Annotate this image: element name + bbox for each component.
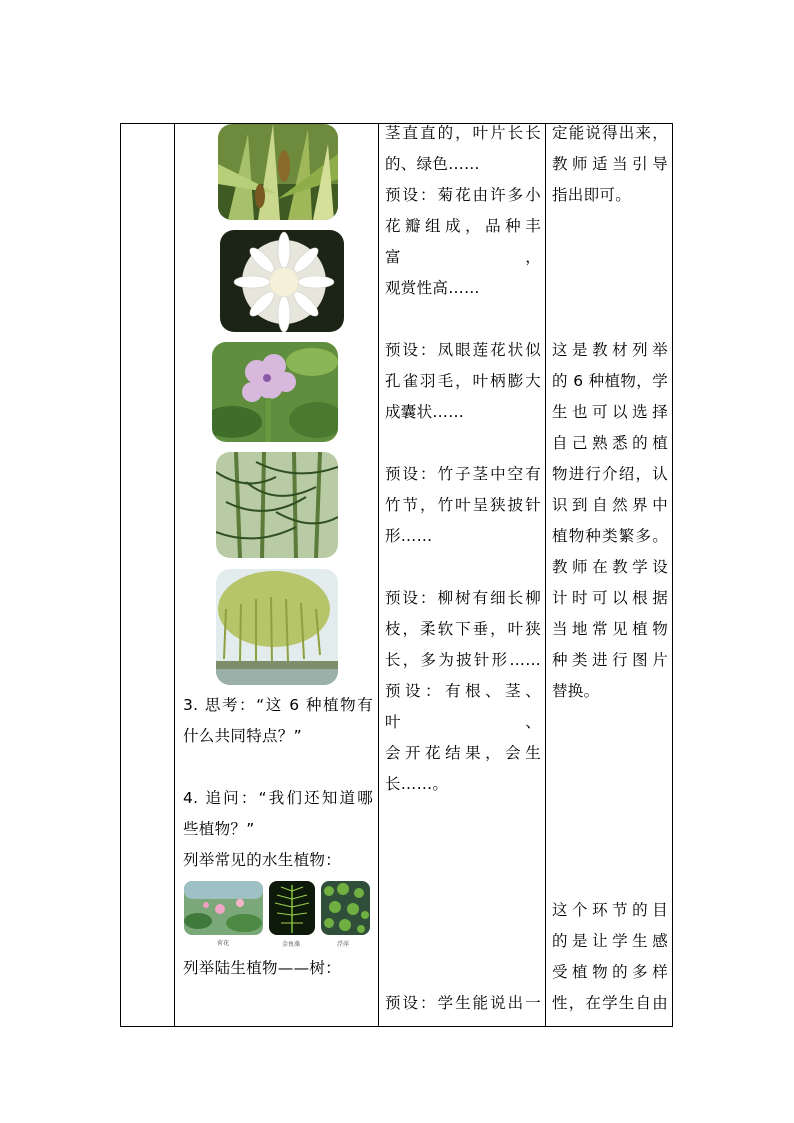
- response-line: 茎直直的，叶片长长: [385, 124, 541, 142]
- bamboo-photo: [216, 452, 338, 558]
- question-3-line: 什么共同特点？”: [183, 727, 302, 745]
- intent-line: 生也可以选择: [552, 403, 668, 421]
- intent-line: 这个环节的目: [552, 901, 668, 919]
- section-cell: [121, 124, 175, 1027]
- intent-line: 教师在教学设: [552, 558, 668, 576]
- hornwort-photo: [269, 881, 315, 935]
- willow-photo: [216, 569, 338, 685]
- activity-cell: [175, 124, 379, 1027]
- intent-line: 识到自然界中: [552, 496, 668, 514]
- intent-line: 计时可以根据: [552, 589, 668, 607]
- intent-line: 定能说得出来，: [552, 124, 668, 142]
- intent-middle: [552, 335, 668, 707]
- design-intent-cell: [546, 124, 673, 1027]
- intent-line: 当地常见植物: [552, 620, 668, 638]
- land-intro: 列举陆生植物——树：: [183, 959, 342, 977]
- response-line: [385, 304, 541, 335]
- duckweed-caption: 浮萍: [337, 941, 350, 948]
- intent-line: 植物种类繁多。: [552, 527, 668, 545]
- response-line: 观赏性高……: [385, 279, 480, 297]
- student-response-cell: [379, 124, 546, 1027]
- water-hyacinth-photo: [212, 342, 338, 442]
- intent-line: 物进行介绍，认: [552, 465, 668, 483]
- intent-line: 性，在学生自由: [552, 994, 668, 1012]
- response-line: 预设：有根、茎、叶、: [385, 682, 541, 731]
- lesson-table: [120, 123, 673, 1027]
- response-line: 花瓣组成，品种丰富，: [385, 217, 541, 266]
- response-line: 孔雀羽毛，叶柄膨大: [385, 372, 541, 390]
- question-4-line: 些植物？”: [183, 820, 255, 838]
- lotus-photo: [184, 881, 263, 935]
- intent-line: 替换。: [552, 682, 600, 700]
- intent-bottom: [552, 895, 668, 1019]
- lotus-caption: 荷花: [217, 940, 230, 947]
- intent-top: [552, 118, 668, 211]
- table-row: [121, 124, 673, 1027]
- question-3: [183, 690, 373, 752]
- intent-line: 这是教材列举: [552, 341, 668, 359]
- corn-photo: [218, 124, 338, 220]
- chrysanthemum-photo: [220, 230, 344, 332]
- intent-line: 的 6 种植物，学: [552, 372, 668, 390]
- response-line: 枝，柔软下垂，叶狭: [385, 620, 541, 638]
- question-3-line: 3. 思考：“这 6 种植物有: [183, 696, 373, 714]
- question-4: [183, 783, 373, 876]
- response-bottom-line: 预设：学生能说出一: [385, 994, 541, 1012]
- response-line: 成囊状……: [385, 403, 465, 421]
- intent-line: 的是让学生感: [552, 932, 668, 950]
- response-line: 预设：菊花由许多小: [385, 186, 541, 204]
- intent-line: 自己熟悉的植: [552, 434, 668, 452]
- intent-line: 教师适当引导: [552, 155, 668, 173]
- question-4-line: 4. 追问：“我们还知道哪: [183, 789, 373, 807]
- response-line: [385, 428, 541, 459]
- hornwort-caption: 金鱼藻: [282, 941, 301, 948]
- response-line: 预设：竹子茎中空有: [385, 465, 541, 483]
- intent-line: 受植物的多样: [552, 963, 668, 981]
- response-line: 形……: [385, 527, 433, 545]
- intent-line: 指出即可。: [552, 186, 632, 204]
- response-line: 竹节，竹叶呈狭披针: [385, 496, 541, 514]
- intent-line: 种类进行图片: [552, 651, 668, 669]
- response-line: 长……。: [385, 775, 449, 793]
- response-line: 预设：凤眼莲花状似: [385, 341, 541, 359]
- response-line: 长，多为披针形……: [385, 651, 541, 669]
- duckweed-photo: [321, 881, 370, 935]
- response-text: [385, 118, 541, 800]
- response-line: 会开花结果，会生: [385, 744, 541, 762]
- response-line: 预设：柳树有细长柳: [385, 589, 541, 607]
- response-line: [385, 552, 541, 583]
- aquatic-intro: 列举常见的水生植物：: [183, 851, 342, 869]
- response-line: 的、绿色……: [385, 155, 480, 173]
